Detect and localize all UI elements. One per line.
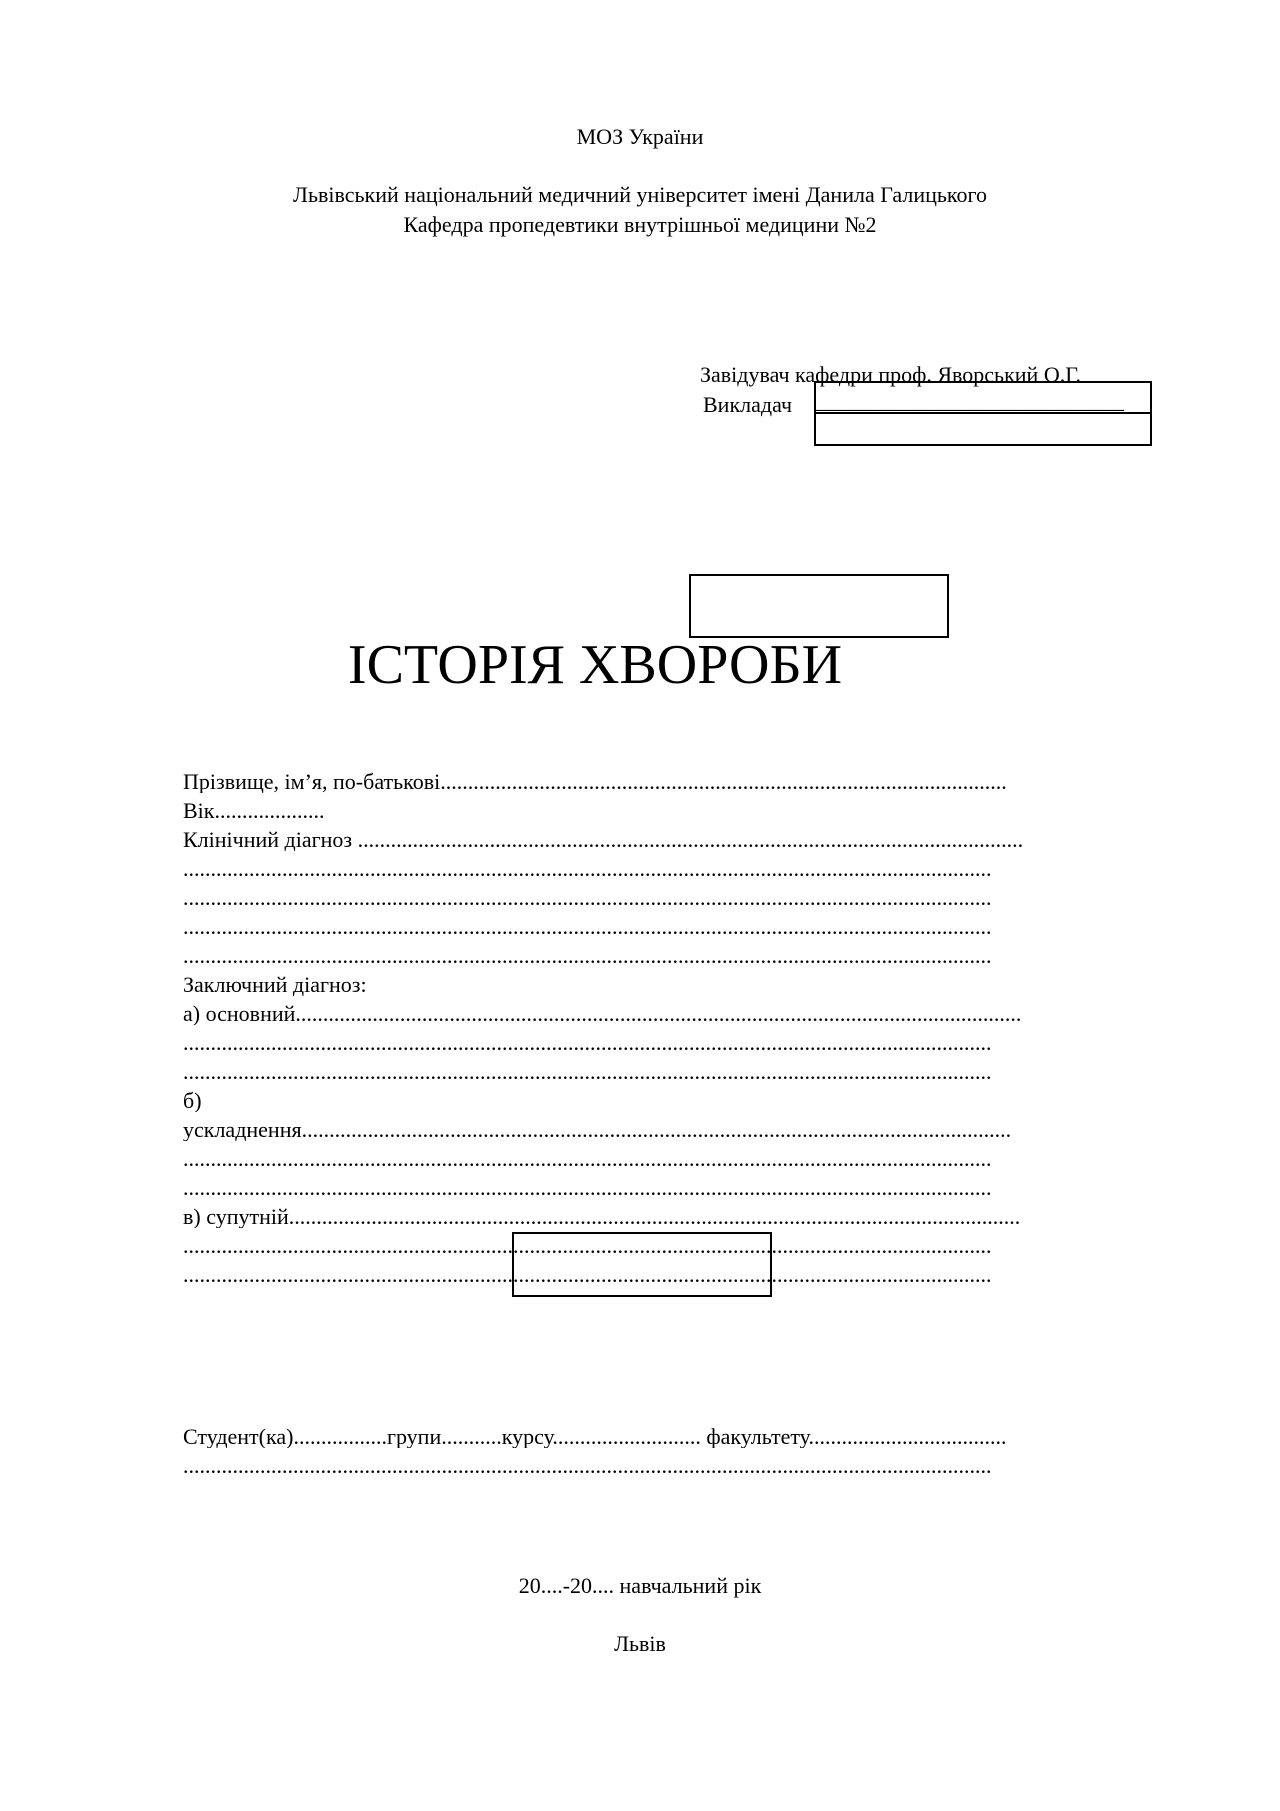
title-stamp-box [689,574,949,638]
student-line: Студент(ка).................групи...........курсу........................... факультету.................................... [183,1426,1007,1448]
teacher-label: Викладач [703,392,793,417]
city: Львів [614,1631,666,1656]
form-line-clinical-diagnosis: Клінічний діагноз ......................................................................................................................... [183,829,1024,851]
form-line-blank: ................................................................................................................................................... [183,1177,992,1199]
form-line-blank: ................................................................................................................................................... [183,1264,992,1286]
form-line-blank: ................................................................................................................................................... [183,945,992,967]
form-line-blank: ................................................................................................................................................... [183,1061,992,1083]
form-line-final-diagnosis: Заключний діагноз: [183,974,367,996]
form-line-complications-marker: б) [183,1090,202,1112]
ministry-heading: МОЗ України [576,124,704,149]
university-name: Львівський національний медичний університет імені Данила Галицького [293,182,987,207]
form-stamp-box [512,1232,772,1297]
form-line-blank: ................................................................................................................................................... [183,1032,992,1054]
form-line-blank: ................................................................................................................................................... [183,887,992,909]
form-line-blank: ................................................................................................................................................... [183,1148,992,1170]
form-line-blank: ................................................................................................................................................... [183,1235,992,1257]
form-line-main-diagnosis: а) основний.................................................................................................................................... [183,1003,1022,1025]
department-name: Кафедра пропедевтики внутрішньої медицини №2 [403,212,877,237]
form-line-concomitant: в) супутній..................................................................................................................................... [183,1206,1021,1228]
academic-year: 20....-20.... навчальний рік [518,1573,762,1598]
department-head: Завідувач кафедри проф. Яворський О.Г. [700,362,1081,387]
form-line-blank: ................................................................................................................................................... [183,916,992,938]
document-title: ІСТОРІЯ ХВОРОБИ [347,634,843,696]
form-line-full-name: Прізвище, ім’я, по-батькові....................................................................................................... [183,771,1007,793]
student-line-continuation: ................................................................................................................................................... [183,1455,992,1477]
teacher-field-box-bottom [814,412,1152,446]
form-line-complications: ускладнення................................................................................................................................. [183,1119,1012,1141]
form-line-blank: ................................................................................................................................................... [183,858,992,880]
teacher-field-box-top [814,381,1152,414]
form-line-age: Вік.................... [183,800,325,822]
teacher-signature-line: ____________________________ [816,390,1124,412]
